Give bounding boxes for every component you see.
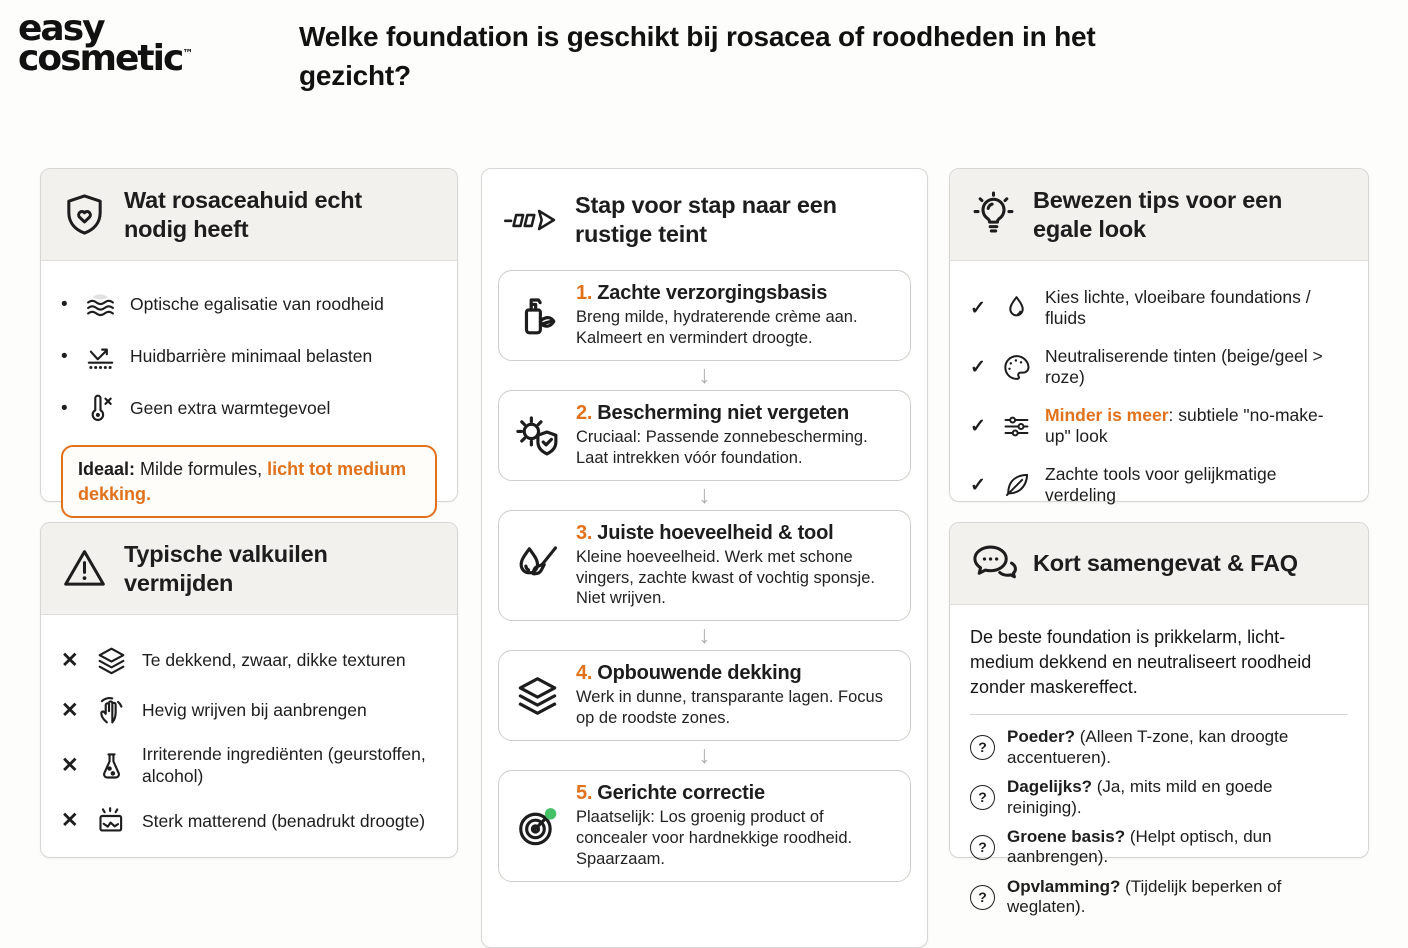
needs-card-body <box>41 261 457 534</box>
faq-item-text <box>1007 727 1348 768</box>
ideal-text: Milde formules, <box>135 459 268 480</box>
pitfall-item <box>61 644 437 677</box>
step-content <box>576 522 896 610</box>
bullet-icon: • <box>61 293 68 315</box>
step-title: 2. Bescherming niet vergeten <box>576 401 850 424</box>
pitfall-item-text: Te dekkend, zwaar, dikke texturen <box>142 649 406 670</box>
needs-card-title: Wat rosaceahuid echt nodig heeft <box>124 187 363 242</box>
ideal-label: Ideaal: <box>78 459 136 480</box>
step-content <box>576 662 896 729</box>
step-description: Werk in dunne, transparante lagen. Focus op de roodste zones. <box>576 688 883 728</box>
step-arrow-icon <box>502 201 558 239</box>
need-item <box>61 340 437 373</box>
faq-question: Poeder? <box>1007 727 1076 747</box>
thin-layers-icon <box>513 671 562 720</box>
question-bubble-icon: ? <box>970 785 995 810</box>
bullet-icon: • <box>61 397 68 419</box>
tips-card-header <box>950 169 1368 261</box>
faq-question: Groene basis? <box>1007 827 1126 847</box>
tip-item <box>970 287 1348 329</box>
tip-item-text: Zachte tools voor gelijkmatige verdeling <box>1045 464 1277 506</box>
faq-card-header <box>950 523 1368 605</box>
logo-line-2: cosmetic™ <box>18 37 194 79</box>
pitfalls-card-header <box>41 523 457 615</box>
thermometer-off-icon <box>84 392 117 425</box>
pitfall-item-text: Hevig wrijven bij aanbrengen <box>142 699 367 720</box>
need-item-text: Optische egalisatie van roodheid <box>130 294 384 315</box>
tip-item-text: Minder is meer: subtiele "no-make-up" look <box>1045 405 1324 447</box>
faq-item-text <box>1007 777 1348 818</box>
arrow-down-icon: ↓ <box>698 621 711 650</box>
pitfall-item-text: Sterk matterend (benadrukt droogte) <box>142 810 426 831</box>
step-title: 4. Opbouwende dekking <box>576 662 802 685</box>
cream-waves-icon <box>84 288 117 321</box>
matte-dry-icon <box>95 805 128 838</box>
step-box <box>498 270 911 361</box>
step-number: 4. <box>576 662 593 685</box>
trademark-symbol: ™ <box>182 46 194 60</box>
tip-highlight: Minder is meer <box>1045 405 1169 426</box>
step-box <box>498 390 911 481</box>
tip-item <box>970 464 1348 506</box>
needs-card-header <box>41 169 457 261</box>
step-number: 5. <box>576 782 593 805</box>
sun-shield-icon <box>513 411 562 460</box>
step-box <box>498 770 911 882</box>
faq-answer: (Tijdelijk beperken of weglaten). <box>1007 876 1282 917</box>
tip-item <box>970 346 1348 388</box>
easycosmetic-logo <box>18 8 194 79</box>
faq-answer: (Helpt optisch, dun aanbrengen). <box>1007 827 1272 867</box>
steps-card <box>481 168 928 948</box>
step-description: Breng milde, hydraterende crème aan. Kalmeert en vermindert droogte. <box>576 307 858 347</box>
step-description: Plaatselijk: Los groenig product of concealer voor hardnekkige roodheid. Spaarzaam. <box>576 808 853 869</box>
faq-item <box>970 777 1348 818</box>
needs-card <box>40 168 458 502</box>
lightbulb-icon <box>970 191 1017 238</box>
palette-icon <box>1001 352 1032 383</box>
step-title: 1. Zachte verzorgingsbasis <box>576 281 828 304</box>
pitfalls-card-body <box>41 615 457 871</box>
arrow-down-icon: ↓ <box>698 741 711 770</box>
rubbing-hand-icon <box>95 694 128 727</box>
pitfalls-card-title: Typische valkuilen vermijden <box>124 541 328 596</box>
cross-icon: ✕ <box>61 648 79 672</box>
sliders-icon <box>1001 411 1032 442</box>
summary-text: De beste foundation is prikkelarm, licht-medium dekkend en neutraliseert roodheid zonder maskereffect. <box>970 627 1312 697</box>
step-box <box>498 650 911 741</box>
faq-question: Opvlamming? <box>1007 876 1121 896</box>
check-icon: ✓ <box>970 415 986 437</box>
arrow-down-icon: ↓ <box>698 360 711 389</box>
question-bubble-icon: ? <box>970 885 995 910</box>
check-icon: ✓ <box>970 356 986 378</box>
step-description: Kleine hoeveelheid. Werk met schone vingers, zachte kwast of vochtig sponsje. Niet wrijven. <box>576 547 875 608</box>
faq-question: Dagelijks? <box>1007 777 1093 797</box>
drop-brush-icon <box>513 541 562 590</box>
tip-item <box>970 405 1348 447</box>
shield-heart-icon <box>61 191 108 238</box>
step-title: 3. Juiste hoeveelheid & tool <box>576 521 834 544</box>
droplet-icon <box>1001 293 1032 324</box>
step-box <box>498 510 911 622</box>
faq-item-text <box>1007 827 1348 868</box>
steps-card-header <box>482 169 927 264</box>
step-description: Cruciaal: Passende zonnebescherming. Laat intrekken vóór foundation. <box>576 427 868 467</box>
faq-item <box>970 877 1348 918</box>
divider <box>970 714 1348 715</box>
chat-bubbles-icon <box>970 540 1017 587</box>
target-dot-icon <box>513 802 562 851</box>
need-item <box>61 288 437 321</box>
cross-icon: ✕ <box>61 698 79 722</box>
need-item-text: Geen extra warmtegevoel <box>130 398 331 419</box>
logo-line-1: easy <box>18 8 104 49</box>
step-number: 1. <box>576 281 593 304</box>
bullet-icon: • <box>61 345 68 367</box>
ideal-callout <box>61 445 437 518</box>
faq-item <box>970 727 1348 768</box>
check-icon: ✓ <box>970 474 986 496</box>
faq-answer: (Ja, mits mild en goede reiniging). <box>1007 777 1273 817</box>
flask-icon <box>95 750 128 783</box>
need-item <box>61 392 437 425</box>
pitfall-item <box>61 744 437 788</box>
question-bubble-icon: ? <box>970 835 995 860</box>
faq-item <box>970 827 1348 868</box>
question-bubble-icon: ? <box>970 735 995 760</box>
tips-card <box>949 168 1369 506</box>
step-content <box>576 282 896 349</box>
heavy-layers-icon <box>95 644 128 677</box>
faq-item-text <box>1007 877 1348 918</box>
warning-triangle-icon <box>61 545 108 592</box>
step-content <box>576 782 896 870</box>
lotion-leaf-icon <box>513 291 562 340</box>
faq-answer: (Alleen T-zone, kan droogte accentueren). <box>1007 727 1289 767</box>
pitfall-item-text: Irriterende ingrediënten (geurstoffen, alcohol) <box>142 744 426 787</box>
step-number: 2. <box>576 401 593 424</box>
skin-barrier-icon <box>84 340 117 373</box>
step-content <box>576 402 896 469</box>
pitfall-item <box>61 694 437 727</box>
cross-icon: ✕ <box>61 809 79 833</box>
arrow-down-icon: ↓ <box>698 480 711 509</box>
step-title: 5. Gerichte correctie <box>576 782 765 805</box>
tips-card-title: Bewezen tips voor een egale look <box>1033 187 1283 242</box>
faq-card <box>949 522 1369 917</box>
need-item-text: Huidbarrière minimaal belasten <box>130 346 373 367</box>
cross-icon: ✕ <box>61 754 79 778</box>
steps-list <box>482 264 927 898</box>
pitfalls-card <box>40 522 458 858</box>
step-number: 3. <box>576 521 593 544</box>
tip-item-text: Kies lichte, vloeibare foundations / fluids <box>1045 287 1311 329</box>
ideal-highlight: licht tot medium dekking. <box>78 459 407 504</box>
pitfall-item <box>61 805 437 838</box>
tip-item-text: Neutraliserende tinten (beige/geel > roze) <box>1045 346 1323 388</box>
faq-card-title: Kort samengevat & FAQ <box>1033 550 1298 577</box>
page-title: Welke foundation is geschikt bij rosacea of roodheden in het gezicht? <box>299 21 1096 91</box>
steps-card-title: Stap voor stap naar een rustige teint <box>575 192 837 248</box>
check-icon: ✓ <box>970 297 986 319</box>
faq-card-body <box>950 605 1368 943</box>
feather-icon <box>1001 470 1032 501</box>
